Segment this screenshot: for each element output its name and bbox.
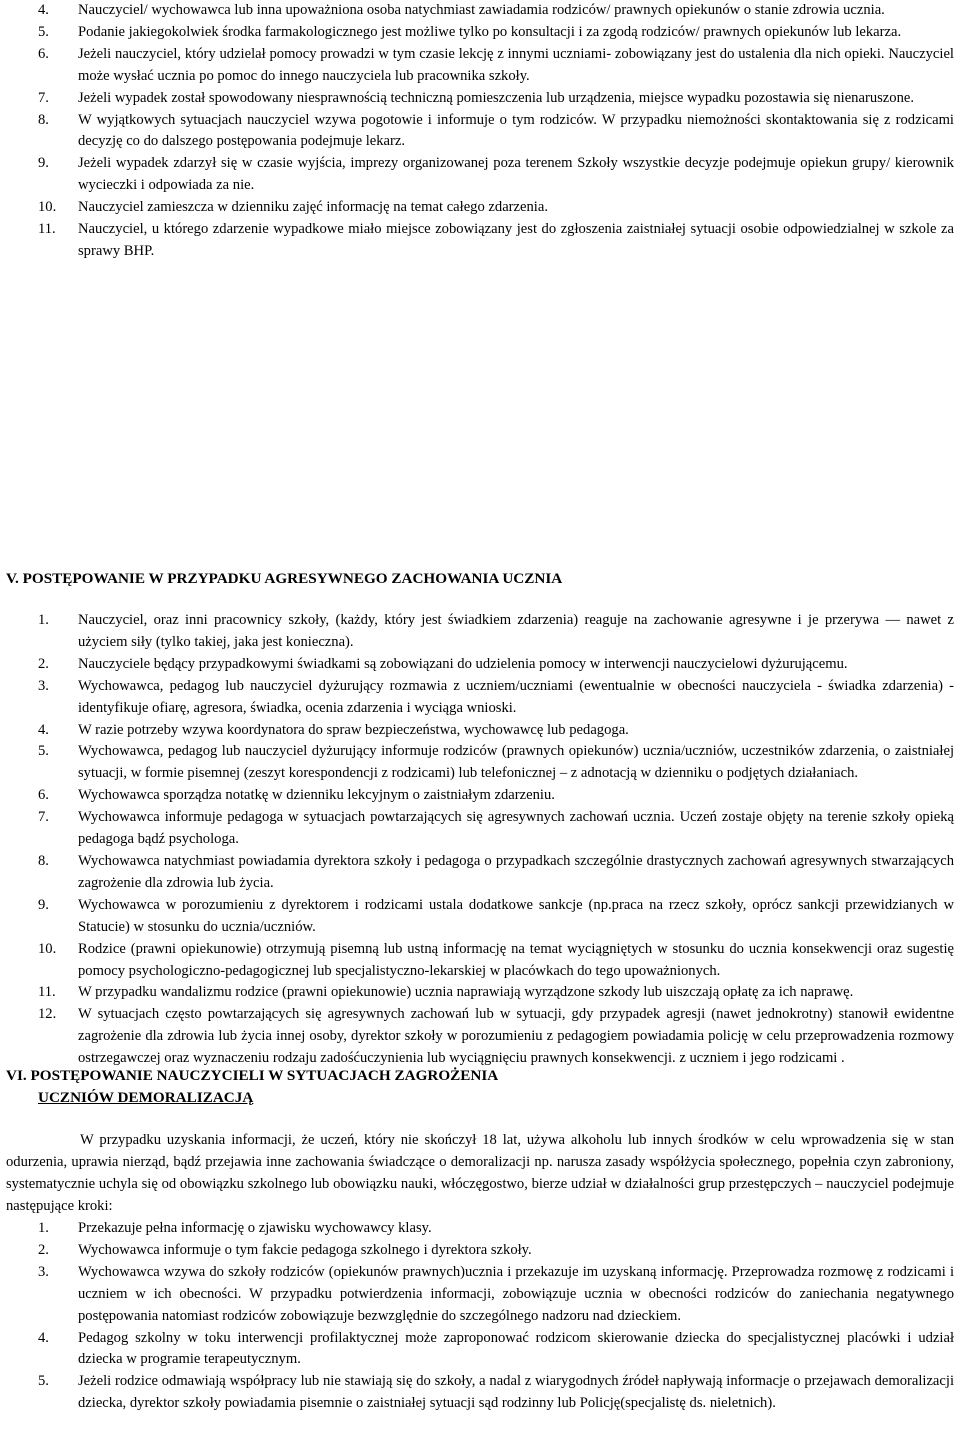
- list-item-number: 4.: [38, 1329, 49, 1346]
- list-item: [0, 785, 960, 807]
- list-item-text: Jeżeli nauczyciel, który udzielał pomocy prowadzi w tym czasie lekcję z innymi uczniami- zobowiązany jest do ustalenia dla nich opieki. Nauczyciel może wysłać ucznia po pomoc do innego nauczyciela lub pracownika szkoły.: [78, 45, 954, 84]
- list-item-text: W przypadku wandalizmu rodzice (prawni opiekunowie) ucznia naprawiają wyrządzone szkody lub uiszczają opłatę za ich naprawę.: [78, 984, 854, 1001]
- list-item: [0, 197, 960, 219]
- list-item-number: 9.: [38, 155, 49, 172]
- list-item-text: Wychowawca, pedagog lub nauczyciel dyżurujący informuje rodziców (prawnych opiekunów) ucznia/uczniów, uczestników zdarzenia, o zaistniałej sytuacji, w formie pisemnej (zeszyt korespondencji z rodzicami) lub telefonicznej – z adnotacją w dzienniku o podjętych działaniach.: [78, 743, 954, 782]
- list-item: [0, 982, 960, 1004]
- list-item-number: 9.: [38, 896, 49, 913]
- section-6-heading: [6, 1065, 498, 1109]
- list-item-text: Wychowawca, pedagog lub nauczyciel dyżurujący rozmawia z uczniem/uczniami (ewentualnie w obecności nauczyciela - świadka zdarzenia) - identyfikuje ofiarę, agresora, świadka, ocenia zdarzenia i wyciąga wnioski.: [78, 677, 954, 716]
- list-section-6-items: [0, 1218, 960, 1415]
- list-item-text: Jeżeli wypadek zdarzył się w czasie wyjścia, imprezy organizowanej poza terenem Szkoły wszystkie decyzje podejmuje opiekun grupy/ kierownik wycieczki i odpowiada za nie.: [78, 155, 954, 194]
- section-6-heading-line2: UCZNIÓW DEMORALIZACJĄ: [38, 1088, 254, 1106]
- list-item-number: 3.: [38, 1263, 49, 1280]
- list-item-number: 6.: [38, 45, 49, 62]
- list-item: [0, 88, 960, 110]
- list-item-text: Pedagog szkolny w toku interwencji profilaktycznej może zaproponować rodzicom skierowanie dziecka do specjalistycznej placówki i udział dziecka w programie terapeutycznym.: [78, 1329, 954, 1368]
- list-item-text: Nauczyciel/ wychowawca lub inna upoważniona osoba natychmiast zawiadamia rodziców/ prawnych opiekunów o stanie zdrowia ucznia.: [78, 2, 885, 18]
- list-item: [0, 939, 960, 983]
- list-item: [0, 0, 960, 22]
- list-item-text: Wychowawca natychmiast powiadamia dyrektora szkoły i pedagoga o przypadkach szczególnie drastycznych zachowań agresywnych stwarzających zagrożenie dla zdrowia lub życia.: [78, 852, 954, 891]
- list-item-text: W sytuacjach często powtarzających się agresywnych zachowań lub w sytuacji, gdy przypadek agresji (nawet jednokrotny) stanowił ewidentne zagrożenie dla zdrowia lub życia innej osoby, dyrektor szkoły w porozumieniu z pedagogiem powiadamia policję w celu przeprowadzenia rozmowy ostrzegawczej oraz wyznaczeniu rodzaju zadośćuczynienia lub wyciągnięciu prawnych konsekwencji. z uczniem i jego rodzicami .: [78, 1006, 954, 1067]
- list-item-number: 10.: [38, 940, 57, 957]
- list-item-text: W razie potrzeby wzywa koordynatora do spraw bezpieczeństwa, wychowawcę lub pedagoga.: [78, 721, 629, 738]
- list-item: [0, 851, 960, 895]
- section-6-heading-line1: VI. POSTĘPOWANIE NAUCZYCIELI W SYTUACJACH ZAGROŻENIA: [6, 1067, 499, 1084]
- list-item-number: 11.: [38, 984, 56, 1001]
- list-item: [0, 895, 960, 939]
- list-item: [0, 219, 960, 263]
- list-item-text: Jeżeli rodzice odmawiają współpracy lub nie stawiają się do szkoły, a nadal z wiarygodnych źródeł napływają informacje o przejawach demoralizacji dziecka, dyrektor szkoły powiadamia pisemnie o zaistniałej sytuacji sąd rodzinny lub Policję(specjalistę ds. nieletnich).: [78, 1373, 954, 1412]
- list-item: [0, 153, 960, 197]
- list-item: [0, 110, 960, 154]
- list-item-number: 5.: [38, 743, 49, 760]
- list-item-number: 5.: [38, 23, 49, 40]
- list-item-number: 8.: [38, 852, 49, 869]
- list-item-text: Jeżeli wypadek został spowodowany niesprawnością techniczną pomieszczenia lub urządzenia, miejsce wypadku pozostawia się nienaruszone.: [78, 89, 914, 106]
- list-item-text: Wychowawca informuje pedagoga w sytuacjach powtarzających się agresywnych zachowań ucznia. Uczeń zostaje objęty na terenie szkoły opieką pedagoga bądź psychologa.: [78, 809, 954, 848]
- list-item: [0, 1262, 960, 1328]
- section-6-list: [0, 1218, 960, 1415]
- list-item-number: 1.: [38, 1220, 49, 1236]
- list-section-5-items: [0, 610, 960, 1070]
- list-item: [0, 807, 960, 851]
- list-item: [0, 22, 960, 44]
- list-item-number: 11.: [38, 221, 56, 238]
- list-item-number: 1.: [38, 612, 49, 628]
- list-item: [0, 1240, 960, 1262]
- list-item-number: 7.: [38, 809, 49, 826]
- list-item-number: 2.: [38, 655, 49, 672]
- list-item-number: 3.: [38, 677, 49, 694]
- list-item: [0, 676, 960, 720]
- list-item-text: Rodzice (prawni opiekunowie) otrzymują pisemną lub ustną informację na temat wyciągniętych w stosunku do ucznia konsekwencji oraz sugestię pomocy psychologiczno-pedagogicznej lub specjalistyczno-lekarskiej w placówkach do tego upoważnionych.: [78, 940, 954, 979]
- section-5-heading: V. POSTĘPOWANIE W PRZYPADKU AGRESYWNEGO ZACHOWANIA UCZNIA: [6, 570, 563, 587]
- list-item-text: Nauczyciel, u którego zdarzenie wypadkowe miało miejsce zobowiązany jest do zgłoszenia zaistniałej sytuacji osobie odpowiedzialnej w szkole za sprawy BHP.: [78, 221, 954, 259]
- section-previous-list: [0, 0, 960, 263]
- list-item: [0, 610, 960, 654]
- list-item-number: 4.: [38, 721, 49, 738]
- list-item: [0, 1328, 960, 1372]
- list-item: [0, 1218, 960, 1240]
- section-6-intro: W przypadku uzyskania informacji, że uczeń, który nie skończył 18 lat, używa alkoholu lub innych środków w celu wprowadzenia się w stan odurzenia, uprawia nierząd, bądź przejawia inne zachowania świadczące o demoralizacji np. narusza zasady współżycia społecznego, popełnia czyn zabroniony, systematycznie uchyla się od obowiązku szkolnego lub obowiązku nauki, włóczęgostwo, bierze udział w działalności grup przestępczych – nauczyciel podejmuje następujące kroki:: [6, 1132, 954, 1214]
- list-item-text: Wychowawca w porozumieniu z dyrektorem i rodzicami ustala dodatkowe sankcje (np.praca na rzecz szkoły, oprócz sankcji przewidzianych w Statucie) w stosunku do ucznia/uczniów.: [78, 896, 954, 935]
- list-item-text: Wychowawca wzywa do szkoły rodziców (opiekunów prawnych)ucznia i przekazuje im uzyskaną informację. Przeprowadza rozmowę z rodzicami i uczniem w ich obecności. W przypadku potwierdzenia informacji, zobowiązuje ucznia w obecności rodziców do zaniechania negatywnego postępowania natomiast rodziców zobowiązuje bezwzględnie do szczególnego nadzoru nad dzieckiem.: [78, 1263, 954, 1324]
- list-item-text: Nauczyciel, oraz inni pracownicy szkoły, (każdy, który jest świadkiem zdarzenia) reaguje na zachowanie agresywne i je przerywa — nawet z użyciem siły (tylko takiej, jaka jest konieczna).: [78, 612, 954, 650]
- list-item-text: Podanie jakiegokolwiek środka farmakologicznego jest możliwe tylko po konsultacji i za zgodą rodziców/ prawnych opiekunów lub lekarza.: [78, 23, 902, 40]
- list-item: [0, 1371, 960, 1415]
- list-item: [0, 654, 960, 676]
- list-previous-items: [0, 0, 960, 263]
- list-item: [0, 1004, 960, 1070]
- list-item-number: 7.: [38, 89, 49, 106]
- list-item-text: W wyjątkowych sytuacjach nauczyciel wzywa pogotowie i informuje o tym rodziców. W przypadku niemożności skontaktowania się z rodzicami decyzję co do dalszego postępowania podejmuje lekarz.: [78, 111, 954, 150]
- list-item-text: Nauczyciele będący przypadkowymi świadkami są zobowiązani do udzielenia pomocy w interwencji nauczycielowi dyżurującemu.: [78, 655, 848, 672]
- list-item: [0, 720, 960, 742]
- list-item-number: 5.: [38, 1373, 49, 1390]
- list-item-number: 10.: [38, 199, 57, 216]
- list-item-number: 2.: [38, 1241, 49, 1258]
- section-5-list: [0, 610, 960, 1070]
- list-item-text: Wychowawca sporządza notatkę w dzienniku lekcyjnym o zaistniałym zdarzeniu.: [78, 787, 555, 804]
- list-item-number: 6.: [38, 787, 49, 804]
- list-item-number: 12.: [38, 1006, 57, 1023]
- list-item-number: 8.: [38, 111, 49, 128]
- list-item: [0, 44, 960, 88]
- list-item-text: Wychowawca informuje o tym fakcie pedagoga szkolnego i dyrektora szkoły.: [78, 1241, 532, 1258]
- list-item-text: Nauczyciel zamieszcza w dzienniku zajęć informację na temat całego zdarzenia.: [78, 199, 548, 216]
- list-item-number: 4.: [38, 2, 49, 18]
- list-item: [0, 741, 960, 785]
- list-item-text: Przekazuje pełna informację o zjawisku wychowawcy klasy.: [78, 1220, 432, 1236]
